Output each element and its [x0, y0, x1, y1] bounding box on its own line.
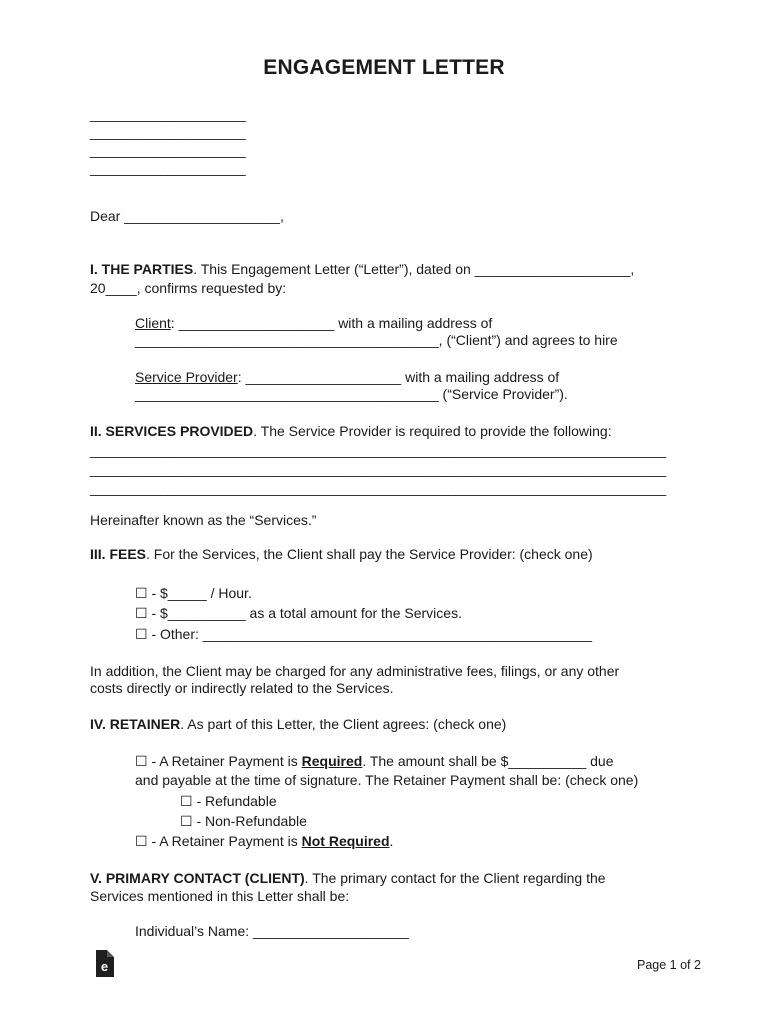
retainer-paragraph-line [90, 715, 506, 733]
fee-option-hourly[interactable]: ☐ - $_____ / Hour. [135, 585, 252, 601]
services-paragraph-line [90, 422, 612, 440]
parties-heading: I. THE PARTIES [90, 261, 194, 277]
contact-paragraph-line [90, 869, 606, 887]
services-intro: . The Service Provider is required to provide the following: [253, 423, 612, 439]
retainer-required-line2: and payable at the time of signature. The Retainer Payment shall be: (check one) [135, 772, 639, 788]
client-line [135, 314, 492, 332]
retainer-not-required-prefix: ☐ - A Retainer Payment is [135, 833, 302, 849]
fees-additional-line1: In addition, the Client may be charged for any administrative fees, filings, or any other [90, 663, 620, 679]
services-blank-line: __________________________________________________________________________ [90, 480, 667, 496]
retainer-not-required-option[interactable] [135, 832, 393, 850]
retainer-refundable-option[interactable]: ☐ - Refundable [180, 793, 277, 809]
retainer-required-option[interactable] [135, 752, 613, 770]
retainer-required-suffix: . The amount shall be $__________ due [362, 753, 614, 769]
contact-intro-line2: Services mentioned in this Letter shall be: [90, 888, 350, 904]
parties-intro: . This Engagement Letter (“Letter”), dated on ____________________, [193, 261, 635, 277]
services-hereinafter: Hereinafter known as the “Services.” [90, 512, 317, 528]
provider-label: Service Provider [135, 369, 238, 385]
greeting: Dear ____________________, [90, 208, 284, 224]
address-line: ____________________ [90, 106, 246, 122]
fees-heading: III. FEES [90, 546, 147, 562]
client-text: : ____________________ with a mailing address of [170, 315, 493, 331]
provider-text: : ____________________ with a mailing address of [237, 369, 560, 385]
fee-option-total[interactable]: ☐ - $__________ as a total amount for the Services. [135, 605, 462, 621]
client-label: Client [135, 315, 171, 331]
fees-paragraph-line [90, 545, 593, 563]
fees-additional-line2: costs directly or indirectly related to the Services. [90, 680, 394, 696]
address-line: ____________________ [90, 124, 246, 140]
provider-line [135, 368, 559, 386]
services-blank-line: __________________________________________________________________________ [90, 442, 667, 458]
address-line: ____________________ [90, 160, 246, 176]
retainer-not-required-emphasis: Not Required [301, 833, 390, 849]
retainer-intro: . As part of this Letter, the Client agrees: (check one) [180, 716, 507, 732]
parties-paragraph-line [90, 260, 634, 278]
services-heading: II. SERVICES PROVIDED [90, 423, 254, 439]
parties-intro-line2: 20____, confirms requested by: [90, 280, 287, 296]
retainer-required-prefix: ☐ - A Retainer Payment is [135, 753, 302, 769]
page-number: Page 1 of 2 [637, 958, 701, 972]
address-line: ____________________ [90, 142, 246, 158]
fees-intro: . For the Services, the Client shall pay the Service Provider: (check one) [146, 546, 593, 562]
eforms-logo-icon [94, 950, 114, 977]
fee-option-other[interactable]: ☐ - Other: __________________________________________________ [135, 626, 593, 642]
retainer-heading: IV. RETAINER [90, 716, 181, 732]
services-blank-line: __________________________________________________________________________ [90, 461, 667, 477]
client-line2: _______________________________________, (“Client”) and agrees to hire [135, 332, 618, 348]
individual-name-field[interactable]: Individual’s Name: ____________________ [135, 923, 409, 939]
svg-text:e: e [100, 959, 109, 974]
retainer-nonrefundable-option[interactable]: ☐ - Non-Refundable [180, 813, 307, 829]
provider-line2: _______________________________________ (“Service Provider”). [135, 386, 568, 402]
document-title: ENGAGEMENT LETTER [263, 56, 505, 79]
contact-intro: . The primary contact for the Client regarding the [304, 870, 606, 886]
contact-heading: V. PRIMARY CONTACT (CLIENT) [90, 870, 305, 886]
retainer-not-required-suffix: . [389, 833, 394, 849]
retainer-required-emphasis: Required [301, 753, 363, 769]
